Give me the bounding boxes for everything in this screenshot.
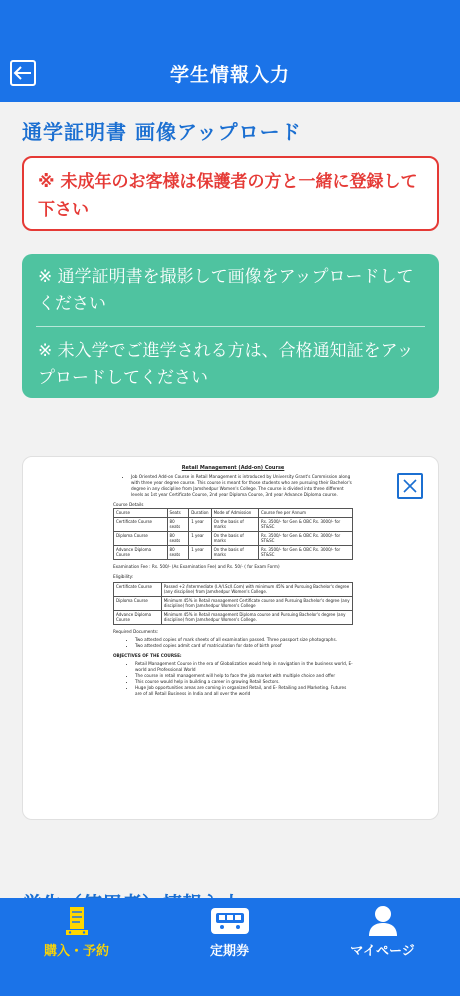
doc-objectives-label: OBJECTIVES OF THE COURSE: [113, 652, 182, 658]
nav-item-mypage[interactable] [306, 898, 459, 996]
doc-cell: On the basis of marks [211, 517, 258, 531]
doc-cell: Diploma Course [114, 596, 162, 610]
doc-cell: Passed +2 /Intermediate (I.A/I.Sc/I.Com) with minimum 45% and Pursuing Bachelor's degree (any discipline) from Jamshedpur Women's College. [161, 582, 352, 596]
doc-objective-item: • This course would help in building a career in growing Retail Sectors. [135, 679, 353, 685]
info-line-upload: ※ 通学証明書を撮影して画像をアップロードしてください [38, 267, 414, 314]
nav-item-purchase[interactable] [0, 898, 153, 996]
uploaded-image-card [22, 456, 439, 820]
doc-cell: Minimum 45% in Retail management Diploma course and Pursuing Bachelor's degree (any discipline) from Jamshedpur Women's College. [161, 610, 352, 624]
doc-cell: Advance Diploma Course [114, 610, 162, 624]
arrow-left-icon [14, 66, 32, 80]
doc-cell: 80 seats [167, 531, 189, 545]
info-line-acceptance: ※ 未入学でご進学される方は、合格通知証をアップロードしてください [38, 341, 414, 388]
doc-cell: Minimum 45% in Retail management Certificate course and Pursuing Bachelor's degree (any discipline) from Jamshedpur Women's College [161, 596, 352, 610]
info-divider [36, 326, 425, 327]
app-header [0, 44, 460, 102]
nav-label: 定期券 [209, 944, 249, 959]
doc-cell: Diploma Course [114, 531, 168, 545]
doc-title: Retail Management (Add-on) Course [181, 465, 285, 471]
nav-item-commuter-pass[interactable] [153, 898, 306, 996]
doc-required-item: • Two attested copies of mark sheets of all examination passed. Three passport size photographs. [135, 637, 353, 643]
doc-required-label: Required Documents: [113, 628, 159, 634]
doc-cell: Certificate Course [114, 517, 168, 531]
doc-cell: Rs. 3500/- for Gen & OBC Rs. 3000/- for ST&SC [258, 517, 352, 531]
doc-eligibility-table [113, 582, 353, 625]
purchase-icon [66, 906, 88, 936]
doc-course-details-label: Course Details [113, 502, 144, 507]
doc-course-table [113, 508, 353, 560]
doc-cell: 80 seats [167, 517, 189, 531]
bottom-nav [0, 898, 460, 996]
warning-box: ※ 未成年のお客様は保護者の方と一緒に登録して下さい [22, 156, 439, 231]
doc-cell: Rs. 3500/- for Gen & OBC Rs. 3000/- for ST&SC [258, 545, 352, 559]
info-box [22, 254, 439, 398]
back-button[interactable] [10, 60, 36, 86]
doc-cell: Rs. 3500/- for Gen & OBC Rs. 3000/- for ST&SC [258, 531, 352, 545]
section-title: 通学証明書 画像アップロード [22, 120, 302, 144]
nav-label: マイページ [350, 944, 415, 959]
doc-cell: 1 year [189, 545, 211, 559]
doc-required-item: • Two attested copies admit card of matriculation for date of birth proof [135, 643, 353, 649]
doc-eligibility-label: Eligibility: [113, 573, 134, 579]
train-pass-icon [210, 906, 250, 936]
main-content[interactable] [0, 102, 460, 898]
doc-cell: 1 year [189, 531, 211, 545]
doc-cell: Course fee per Annum [258, 509, 352, 518]
doc-cell: On the basis of marks [211, 531, 258, 545]
doc-intro: • Job Oriented Add-on Course in Retail Management is introduced by University Grant's Commission along with three year degree course. This course is meant for those students who are pursuing their Bachelor's degree in any discipline from Jamshedpur Women's College. The course is divided into three different levels as 1st year Certificate Course, 2nd year Diploma Course, 3rd year Advance Diploma course. [131, 474, 353, 498]
doc-objective-item: • Retail Management Course in the era of Globalization would help in navigation in the business world, E-world and Professional World [135, 661, 353, 673]
doc-cell: Course [114, 509, 168, 518]
doc-exam-fee: Examination Fee : Rs. 500/- (As Examination Fee) and Rs. 50/- ( for Exam Form) [113, 563, 280, 569]
close-icon [402, 478, 418, 494]
doc-cell: Advance Diploma Course [114, 545, 168, 559]
remove-image-button[interactable] [397, 473, 423, 499]
doc-cell: 80 seats [167, 545, 189, 559]
nav-label: 購入・予約 [43, 944, 109, 959]
doc-cell: Seats [167, 509, 189, 518]
doc-objective-item: • Huge Job opportunities areas are coming in organized Retail, and E- Retailing and Marketing. Futures are of all Retail Business in India and all over the world [135, 685, 353, 697]
doc-cell: On the basis of marks [211, 545, 258, 559]
person-icon [368, 906, 398, 936]
doc-cell: 1 year [189, 517, 211, 531]
uploaded-document-image [113, 465, 353, 697]
page-title: 学生情報入力 [169, 63, 290, 86]
status-bar [0, 0, 460, 44]
doc-objective-item: • The course in retail management will help to face the job market with multiple choice and offer [135, 673, 353, 679]
doc-cell: Mode of Admission [211, 509, 258, 518]
doc-cell: Certificate Course [114, 582, 162, 596]
doc-cell: Duration [189, 509, 211, 518]
